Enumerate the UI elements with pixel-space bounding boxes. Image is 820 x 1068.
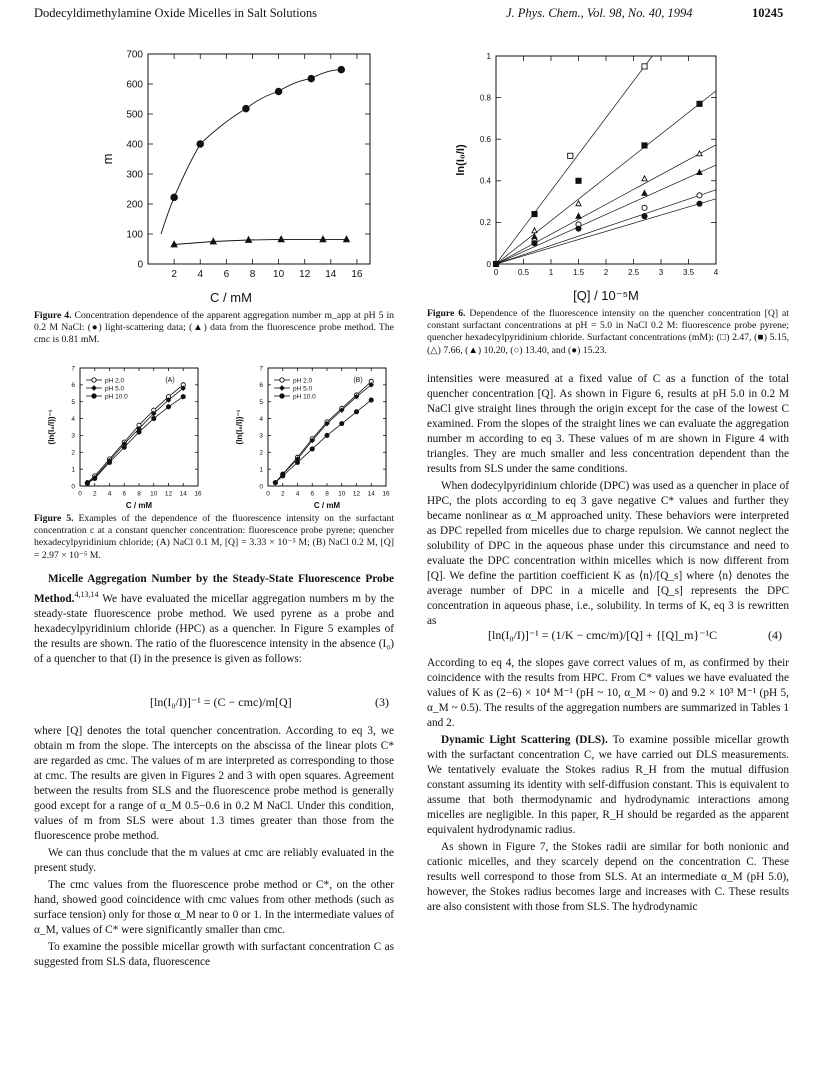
data-point	[532, 241, 537, 246]
x-tick-label: 2.5	[627, 268, 640, 277]
data-point	[532, 211, 537, 216]
figure-4-caption	[34, 310, 394, 347]
data-point	[576, 201, 581, 206]
x-tick-label: 3	[658, 268, 664, 277]
x-tick-label: 4	[295, 490, 300, 498]
data-point	[273, 481, 277, 485]
data-point	[93, 476, 97, 480]
left-column-body-2	[34, 724, 394, 972]
fit-line	[496, 91, 716, 264]
section-title-dls: Dynamic Light Scattering (DLS).	[441, 734, 608, 746]
y-tick-label: 0	[486, 259, 491, 269]
figure-6-caption	[427, 308, 789, 357]
y-axis-label: (ln(I₀/I))⁻¹	[47, 409, 56, 445]
x-tick-label: 0	[493, 268, 499, 277]
panel-label: (A)	[165, 377, 175, 384]
y-tick-label: 2	[71, 449, 75, 457]
origin-point	[493, 261, 498, 266]
y-tick-label: 0.4	[479, 176, 491, 186]
y-tick-label: 0.6	[479, 135, 491, 144]
data-point-light-scattering	[171, 194, 178, 201]
legend-marker	[280, 378, 284, 382]
legend-entry: pH 2.0	[293, 377, 313, 385]
figure-5-caption-text: Examples of the dependence of the fluorescence intensity on the surfactant concentration c at a constant quencher concentration: fluorescence probe pyrene; quencher hexadecylpyridinium chloride; (A) NaCl 0.1 M, [Q] = 3.33 × 10⁻⁵ M; (B) NaCl 0.2 M, [Q] = 2.97 × 10⁻⁵ M.	[34, 513, 395, 561]
figure-4-chart	[30, 44, 390, 304]
data-point	[369, 398, 373, 402]
figure-6-caption-text: Dependence of the fluorescence intensity on the quencher concentration [Q] at constant surfactant concentrations at pH = 5.0 in NaCl 0.2 M: fluorescence probe pyrene; quencher hexadecylpyridinium chloride. Surfactant concentrations (mM): (□) 2.47, (■) 5.15, (△) 7.66, (▲) 10.20, (○) 13.40, and (●) 15.23.	[427, 308, 789, 356]
data-point	[281, 474, 285, 478]
legend-entry: pH 10.0	[293, 393, 316, 401]
x-axis-label: C / mM	[210, 290, 252, 304]
data-point	[340, 422, 344, 426]
figure-5-label: Figure 5.	[34, 513, 74, 524]
x-tick-label: 4	[713, 268, 719, 277]
y-axis-label: (ln(I₀/I))⁻¹	[235, 409, 244, 445]
data-point	[325, 433, 329, 437]
data-point	[181, 395, 185, 399]
data-point	[576, 226, 581, 231]
x-tick-label: 4	[107, 490, 112, 498]
right-paragraph-4: To examine possible micellar growth with the surfactant concentration C, we have carried out DLS measurements. We tentatively evaluate the Stokes radius R_H from the mutual diffusion constant assuming its identity with self-diffusion constant. This is equivalent to assume that both thermodynamic and hydrodynamic interactions among micelles are negligible. In this paper, R_H should be regarded as the apparent equivalent hydrodynamic radius.	[427, 734, 789, 836]
plot-frame	[268, 368, 386, 486]
plot-frame	[148, 54, 370, 264]
right-paragraph-1: intensities were measured at a fixed value of C as a function of the total quencher concentration [Q]. As shown in Figure 6, results at pH 5.0 in 0.2 M NaCl give straight lines through the origin except for the case of the lowest C examined. From the slopes of the straight lines we can evaluate the aggregation number m according to eq 3. These values of m are shown in Figure 4 with triangles. They are much smaller and less concentration dependent than the results from SLS under the same conditions.	[427, 373, 789, 475]
y-tick-label: 7	[259, 365, 263, 373]
legend-marker	[92, 378, 96, 382]
y-tick-label: 100	[126, 229, 143, 241]
data-point	[642, 176, 647, 181]
y-tick-label: 0	[137, 259, 143, 271]
x-tick-label: 2	[171, 269, 177, 280]
left-column-body	[34, 572, 394, 669]
right-paragraph-3: According to eq 4, the slopes gave correct values of m, as confirmed by their coincidence with the results from HPC. From C* values we have evaluated the values of K as (2−6) × 10⁴ M⁻¹ (pH ~ 10, α_M ~ 0) and 9.2 × 10³ M⁻¹ (pH 5, α_M ~ 0.5). The results of the aggregation numbers are summarized in Tables 1 and 2.	[427, 657, 789, 729]
x-tick-label: 0	[266, 490, 270, 498]
x-tick-label: 3.5	[682, 268, 695, 277]
y-tick-label: 700	[126, 49, 143, 61]
left-paragraph-4: The cmc values from the fluorescence probe method or C*, on the other hand, showed good coincidence with cmc values from other methods (such as surface tension) only for those α_M near to 0 or 1. In the intermediate values of α_M, values of C* were significantly smaller than cmc.	[34, 879, 394, 936]
y-tick-label: 5	[71, 398, 75, 406]
y-tick-label: 0.2	[479, 218, 491, 228]
data-point	[295, 460, 299, 464]
x-tick-label: 0	[78, 490, 82, 498]
legend-entry: pH 5.0	[293, 385, 313, 393]
data-point	[697, 170, 702, 175]
equation-3: [ln(I₀/I)]⁻¹ = (C − cmc)/m[Q]	[150, 695, 292, 709]
data-point	[122, 445, 126, 449]
x-tick-label: 6	[223, 269, 230, 280]
y-tick-label: 1	[71, 466, 75, 474]
data-point-fluorescence	[278, 236, 284, 242]
legend-entry: pH 5.0	[105, 385, 125, 393]
data-point-light-scattering	[275, 88, 282, 95]
equation-4: [ln(I₀/I)]⁻¹ = (1/K − cmc/m)/[Q] + {[Q]_m}⁻¹C	[488, 628, 718, 642]
data-point	[642, 205, 647, 210]
journal-citation: J. Phys. Chem., Vol. 98, No. 40, 1994	[506, 6, 693, 20]
x-tick-label: 12	[299, 269, 311, 280]
data-point	[107, 460, 111, 464]
x-axis-label: [Q] / 10⁻⁵M	[573, 288, 639, 303]
legend-marker	[280, 386, 284, 390]
plot-frame	[496, 56, 716, 264]
page-number: 10245	[752, 6, 784, 20]
fit-line	[496, 190, 716, 264]
data-point-light-scattering	[308, 75, 315, 82]
fit-line	[496, 199, 716, 264]
y-tick-label: 3	[259, 432, 263, 440]
legend-marker	[92, 394, 96, 398]
x-tick-label: 6	[122, 490, 127, 498]
figure-5-caption	[34, 513, 394, 562]
y-tick-label: 7	[71, 365, 75, 373]
fit-line	[496, 56, 652, 264]
y-tick-label: 4	[259, 415, 263, 423]
data-point	[568, 153, 573, 158]
data-point	[166, 405, 170, 409]
data-point	[697, 101, 702, 106]
data-point	[532, 228, 537, 233]
x-tick-label: 14	[325, 269, 337, 280]
y-tick-label: 2	[259, 449, 263, 457]
figure-4-caption-text: Concentration dependence of the apparent aggregation number m_app at pH 5 in 0.2 M NaCl: (●) light-scattering data; (▲) data from the fluorescence probe method. The cmc is 0.81 mM.	[34, 310, 395, 346]
section-title-fluorescence: Micelle Aggregation Number by the Steady-State Fluorescence Probe Method.	[34, 573, 394, 605]
equation-3-number: (3)	[375, 695, 389, 709]
figure-5-chart	[30, 360, 400, 510]
x-tick-label: 6	[310, 490, 315, 498]
x-tick-label: 2	[603, 268, 609, 277]
y-tick-label: 300	[126, 169, 143, 181]
right-column-body-2	[427, 656, 789, 917]
x-tick-label: 10	[338, 490, 346, 498]
fit-curve-light-scattering	[161, 70, 341, 234]
data-point-light-scattering	[338, 66, 345, 73]
y-tick-label: 5	[259, 398, 263, 406]
x-tick-label: 10	[273, 269, 285, 280]
data-point	[642, 190, 647, 195]
y-tick-label: 600	[126, 79, 143, 91]
data-point	[85, 481, 89, 485]
legend-marker	[280, 394, 284, 398]
x-tick-label: 0.5	[517, 268, 530, 277]
x-tick-label: 16	[194, 490, 202, 498]
panel-label: (B)	[353, 377, 363, 384]
left-paragraph-2: where [Q] denotes the total quencher concentration. According to eq 3, we obtain m from the slope. The intercepts on the abscissa of the linear plots C* are regarded as cmc. The values of m are interpreted as corresponding to those at cmc. The results are given in Figures 2 and 3 with open squares. Agreement between the results from SLS and the fluorescence probe method is generally good except for a range of α_M 0.5−0.6 in 0.2 M NaCl. Under this condition, values of m from SLS were about 1.3 times greater than those from the fluorescence probe method.	[34, 725, 394, 842]
figure-6-chart	[440, 44, 800, 306]
equation-4-number: (4)	[768, 628, 782, 642]
x-tick-label: 4	[197, 269, 204, 280]
x-tick-label: 1.5	[572, 268, 585, 277]
running-header-journal	[506, 6, 692, 21]
data-point	[642, 214, 647, 219]
fit-line	[496, 145, 716, 264]
data-point	[697, 151, 702, 156]
left-paragraph-3: We can thus conclude that the m values at cmc are reliably evaluated in the present study.	[34, 847, 394, 874]
y-tick-label: 3	[71, 432, 75, 440]
data-point	[697, 201, 702, 206]
figure-4-label: Figure 4.	[34, 310, 72, 321]
x-tick-label: 8	[137, 490, 141, 498]
y-tick-label: 500	[126, 109, 143, 121]
right-paragraph-2: When dodecylpyridinium chloride (DPC) was used as a quencher in place of HPC, the plots according to eq 3 gave negative C* values and further they became nonlinear as α_M approached unity. These behaviors were interpreted as DPC repelled from micelles due to charge repulsion. We cannot neglect the solubility of DPC in the aqueous phase under this circumstance and need to evaluate the DPC concentration within micelles which is now different from [Q]. We define the partition coefficient K as ⟨n⟩/[Q_s] where ⟨n⟩ denotes the average number of DPC in a micelle and [Q_s] represents the DPC concentration in aqueous phase, i.e., solubility. In terms of K, eq 3 is rewritten as	[427, 480, 789, 627]
x-tick-label: 12	[352, 490, 361, 498]
x-axis-label: C / mM	[125, 501, 153, 510]
section-refs: 4,13,14	[74, 590, 99, 599]
left-paragraph-5: To examine the possible micellar growth with surfactant concentration C as suggested from SLS data, fluorescence	[34, 941, 394, 968]
legend-entry: pH 10.0	[105, 393, 128, 401]
data-point-light-scattering	[197, 141, 204, 148]
left-paragraph-1: We have evaluated the micellar aggregation numbers m by the steady-state fluorescence probe method. We used pyrene as a probe and hexadecylpyridinium chloride (HPC) as a quencher. In Figure 5 examples of the results are shown. The ratio of the fluorescence intensity in the absence (I₀) of a quencher to that (I) in the presence is given as follows:	[34, 592, 395, 665]
y-axis-label: m	[100, 153, 115, 165]
fit-line	[496, 165, 716, 264]
x-tick-label: 10	[150, 490, 158, 498]
y-tick-label: 6	[71, 382, 75, 390]
x-axis-label: C / mM	[313, 501, 341, 510]
y-tick-label: 1	[259, 466, 263, 474]
series-line	[275, 385, 371, 483]
running-header-left: Dodecyldimethylamine Oxide Micelles in Salt Solutions	[34, 6, 317, 20]
y-tick-label: 200	[126, 199, 143, 211]
y-tick-label: 0	[259, 483, 263, 491]
right-paragraph-5: As shown in Figure 7, the Stokes radii are similar for both nonionic and cationic micelles, and they scarcely depend on the concentration C. These results well correspond to those from SLS. At an intermediate α_M (pH 5.0), however, the Stokes radius becomes large and increases with C. These results are also consistent with those from SLS. The hydrodynamic	[427, 841, 789, 913]
data-point	[152, 416, 156, 420]
x-tick-label: 2	[92, 490, 97, 498]
legend-marker	[92, 386, 96, 390]
data-point	[576, 213, 581, 218]
x-tick-label: 14	[179, 490, 187, 498]
data-point	[642, 64, 647, 69]
y-tick-label: 1	[486, 51, 491, 61]
x-tick-label: 8	[249, 269, 256, 280]
data-point	[137, 430, 141, 434]
data-point	[576, 178, 581, 183]
x-tick-label: 2	[280, 490, 285, 498]
data-point	[697, 193, 702, 198]
series-line	[87, 397, 183, 484]
x-tick-label: 14	[367, 490, 375, 498]
data-point-light-scattering	[243, 105, 250, 112]
data-point	[354, 410, 358, 414]
y-tick-label: 0	[71, 483, 75, 491]
figure-6-label: Figure 6.	[427, 308, 466, 319]
data-point	[310, 447, 314, 451]
x-tick-label: 8	[325, 490, 329, 498]
y-tick-label: 0.8	[479, 93, 491, 103]
x-tick-label: 12	[164, 490, 173, 498]
y-axis-label: ln(I₀/I)	[455, 144, 467, 176]
y-tick-label: 400	[126, 139, 143, 151]
right-column-body	[427, 372, 789, 631]
y-tick-label: 6	[259, 382, 263, 390]
x-tick-label: 16	[351, 269, 363, 280]
x-tick-label: 1	[548, 268, 554, 277]
y-tick-label: 4	[71, 415, 75, 423]
legend-entry: pH 2.0	[105, 377, 125, 385]
data-point	[642, 143, 647, 148]
x-tick-label: 16	[382, 490, 390, 498]
